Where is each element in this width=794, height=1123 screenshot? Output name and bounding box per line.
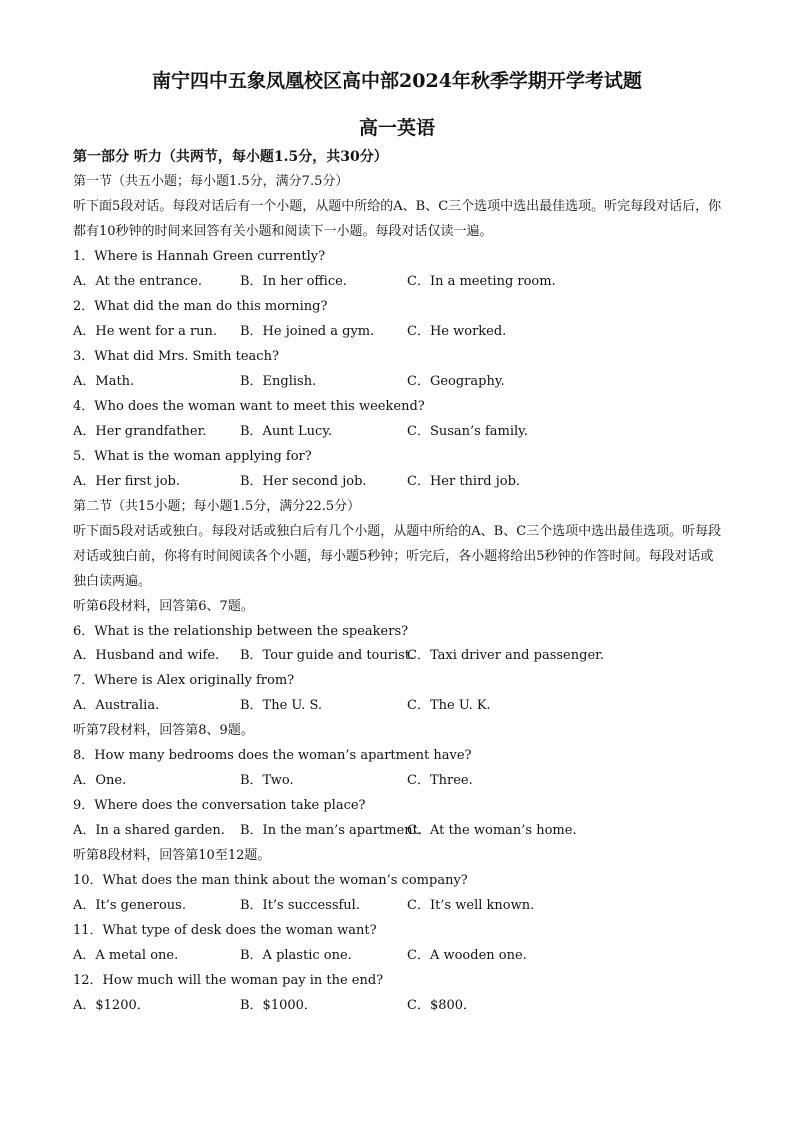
question-11: 11．What type of desk does the woman want? xyxy=(73,923,377,938)
material-8-note: 听第8段材料，回答第10至12题。 xyxy=(73,848,271,863)
q7-option-c: C．The U. K. xyxy=(407,698,491,713)
q2-option-c: C．He worked. xyxy=(407,324,507,339)
question-6: 6．What is the relationship between the speakers? xyxy=(73,624,409,639)
section2-heading: 第二节（共15小题；每小题1.5分，满分22.5分） xyxy=(73,499,361,514)
q7-option-b: B．The U. S. xyxy=(240,698,323,713)
q2-option-b: B．He joined a gym. xyxy=(240,324,375,339)
q10-option-b: B．It’s successful. xyxy=(240,898,360,913)
q12-option-b: B．$1000． xyxy=(240,998,317,1013)
material-7-note: 听第7段材料，回答第8、9题。 xyxy=(73,723,254,738)
q9-option-a: A．In a shared garden. xyxy=(73,823,225,838)
q5-option-c: C．Her third job. xyxy=(407,474,521,489)
question-4: 4．Who does the woman want to meet this weekend? xyxy=(73,399,425,414)
q7-option-a: A．Australia. xyxy=(73,698,160,713)
question-8: 8．How many bedrooms does the woman’s apartment have? xyxy=(73,748,472,763)
q3-option-a: A．Math. xyxy=(73,374,135,389)
section2-instructions: 听下面5段对话或独白。每段对话或独白后有几个小题，从题中所给的A、B、C三个选项中选出最佳选项。听每段对话或独白前，你将有时间阅读各个小题，每小题5秒钟；听完后，各小题将给出5秒钟的作答时间。每段对话或独白读两遍。 xyxy=(73,524,722,589)
q8-option-c: C．Three. xyxy=(407,773,473,788)
q9-option-b: B．In the man’s apartment. xyxy=(240,823,423,838)
q4-option-a: A．Her grandfather. xyxy=(73,424,207,439)
question-7: 7．Where is Alex originally from? xyxy=(73,673,295,688)
q12-option-c: C．$800． xyxy=(407,998,477,1013)
q9-option-c: C．At the woman’s home. xyxy=(407,823,577,838)
exam-title: 南宁四中五象凤凰校区高中部2024年秋季学期开学考试题 xyxy=(152,70,642,92)
section1-heading: 第一节（共五小题；每小题1.5分，满分7.5分） xyxy=(73,174,349,189)
q6-option-a: A．Husband and wife. xyxy=(73,648,220,663)
material-6-note: 听第6段材料，回答第6、7题。 xyxy=(73,599,254,614)
question-9: 9．Where does the conversation take place? xyxy=(73,798,366,813)
q4-option-b: B．Aunt Lucy. xyxy=(240,424,333,439)
q8-option-b: B．Two. xyxy=(240,773,294,788)
q1-option-b: B．In her office. xyxy=(240,274,347,289)
q4-option-c: C．Susan’s family. xyxy=(407,424,528,439)
question-12: 12．How much will the woman pay in the end? xyxy=(73,973,384,988)
q1-option-a: A．At the entrance. xyxy=(73,274,203,289)
q12-option-a: A．$1200． xyxy=(73,998,150,1013)
question-3: 3．What did Mrs. Smith teach? xyxy=(73,349,279,364)
q5-option-a: A．Her first job. xyxy=(73,474,180,489)
q5-option-b: B．Her second job. xyxy=(240,474,367,489)
exam-subject: 高一英语 xyxy=(358,117,435,139)
q2-option-a: A．He went for a run. xyxy=(73,324,218,339)
q6-option-b: B．Tour guide and tourist. xyxy=(240,648,415,663)
section1-instructions: 听下面5段对话。每段对话后有一个小题，从题中所给的A、B、C三个选项中选出最佳选项。听完每段对话后，你都有10秒钟的时间来回答有关小题和阅读下一小题。每段对话仅读一遍。 xyxy=(73,199,722,239)
q10-option-a: A．It’s generous. xyxy=(73,898,186,913)
q11-option-c: C．A wooden one. xyxy=(407,948,527,963)
q11-option-b: B．A plastic one. xyxy=(240,948,352,963)
q8-option-a: A．One. xyxy=(73,773,127,788)
part1-heading: 第一部分 听力（共两节，每小题1.5分，共30分） xyxy=(73,149,388,165)
q3-option-b: B．English. xyxy=(240,374,317,389)
question-10: 10．What does the man think about the woman’s company? xyxy=(73,873,468,888)
question-5: 5．What is the woman applying for? xyxy=(73,449,312,464)
q10-option-c: C．It’s well known. xyxy=(407,898,535,913)
q3-option-c: C．Geography. xyxy=(407,374,505,389)
question-2: 2．What did the man do this morning? xyxy=(73,299,328,314)
question-1: 1．Where is Hannah Green currently? xyxy=(73,249,326,264)
q11-option-a: A．A metal one. xyxy=(73,948,179,963)
q1-option-c: C．In a meeting room. xyxy=(407,274,556,289)
q6-option-c: C．Taxi driver and passenger. xyxy=(407,648,605,663)
